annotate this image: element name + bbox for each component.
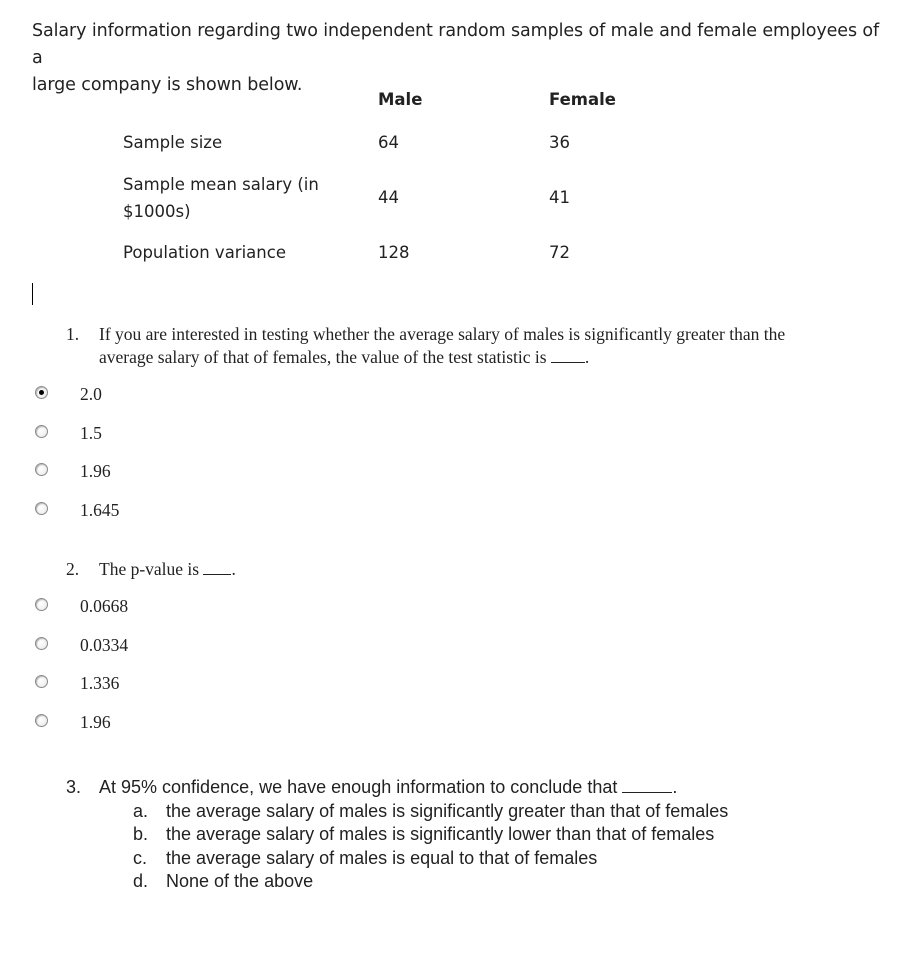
choice-item	[66, 823, 886, 847]
answer-blank	[203, 560, 231, 575]
question-number: 3.	[66, 777, 82, 797]
male-value: 128	[378, 243, 410, 262]
option-label[interactable]: 1.96	[80, 461, 111, 481]
choice-item	[66, 800, 886, 824]
radio-button[interactable]	[35, 714, 48, 727]
question-line: The p-value is	[99, 559, 200, 579]
intro-paragraph	[32, 18, 882, 99]
male-value: 64	[378, 133, 399, 152]
question-text	[99, 558, 236, 581]
question-3	[66, 776, 886, 894]
choice-letter: d.	[133, 871, 149, 891]
choice-text: None of the above	[166, 871, 314, 891]
header-male: Male	[378, 90, 423, 109]
female-value: 41	[549, 188, 570, 207]
option-label[interactable]: 0.0334	[80, 635, 129, 655]
male-value: 44	[378, 188, 399, 207]
option-label[interactable]: 0.0668	[80, 596, 129, 616]
choice-text: the average salary of males is significantly greater than that of females	[166, 800, 729, 821]
question-number: 2.	[66, 559, 80, 579]
choice-text: the average salary of males is significantly lower than that of females	[166, 824, 715, 844]
radio-button[interactable]	[35, 637, 48, 650]
choice-item	[66, 847, 886, 871]
radio-button[interactable]	[35, 425, 48, 438]
row-label-continued: $1000s)	[123, 202, 191, 221]
choice-letter: a.	[133, 800, 149, 821]
choice-letter: b.	[133, 824, 149, 844]
female-value: 36	[549, 133, 570, 152]
question-number: 1.	[66, 324, 80, 344]
row-label: Sample mean salary (in	[123, 175, 319, 194]
radio-button-selected[interactable]	[35, 386, 48, 399]
female-value: 72	[549, 243, 570, 262]
radio-button[interactable]	[35, 598, 48, 611]
option-label[interactable]: 1.5	[80, 423, 102, 443]
answer-blank	[622, 778, 672, 793]
radio-button[interactable]	[35, 463, 48, 476]
answer-blank	[551, 348, 585, 363]
intro-line-2: large company is shown below.	[32, 75, 303, 95]
question-2	[66, 558, 466, 582]
row-label: Population variance	[123, 243, 286, 262]
row-label: Sample size	[123, 133, 223, 152]
question-text	[99, 323, 785, 369]
choice-item	[66, 870, 886, 894]
radio-button[interactable]	[35, 502, 48, 515]
option-label[interactable]: 1.645	[80, 500, 120, 520]
option-label[interactable]: 2.0	[80, 384, 102, 404]
intro-line-1: Salary information regarding two independent random samples of male and female employees of a	[32, 21, 880, 68]
header-female: Female	[549, 90, 616, 109]
option-label[interactable]: 1.336	[80, 673, 120, 693]
question-end: .	[672, 777, 678, 797]
radio-button[interactable]	[35, 675, 48, 688]
choice-text: the average salary of males is equal to that of females	[166, 847, 598, 868]
text-cursor	[32, 283, 33, 305]
question-1	[66, 323, 896, 371]
option-label[interactable]: 1.96	[80, 712, 111, 732]
question-text	[99, 776, 677, 800]
question-line: At 95% confidence, we have enough information to conclude that	[99, 777, 618, 797]
question-end: .	[231, 559, 236, 579]
question-line-2: average salary of that of females, the value of the test statistic is	[99, 347, 547, 367]
choice-letter: c.	[133, 847, 148, 868]
question-line-1: If you are interested in testing whether the average salary of males is significantly greater than the	[99, 324, 786, 344]
question-end: .	[584, 347, 590, 367]
